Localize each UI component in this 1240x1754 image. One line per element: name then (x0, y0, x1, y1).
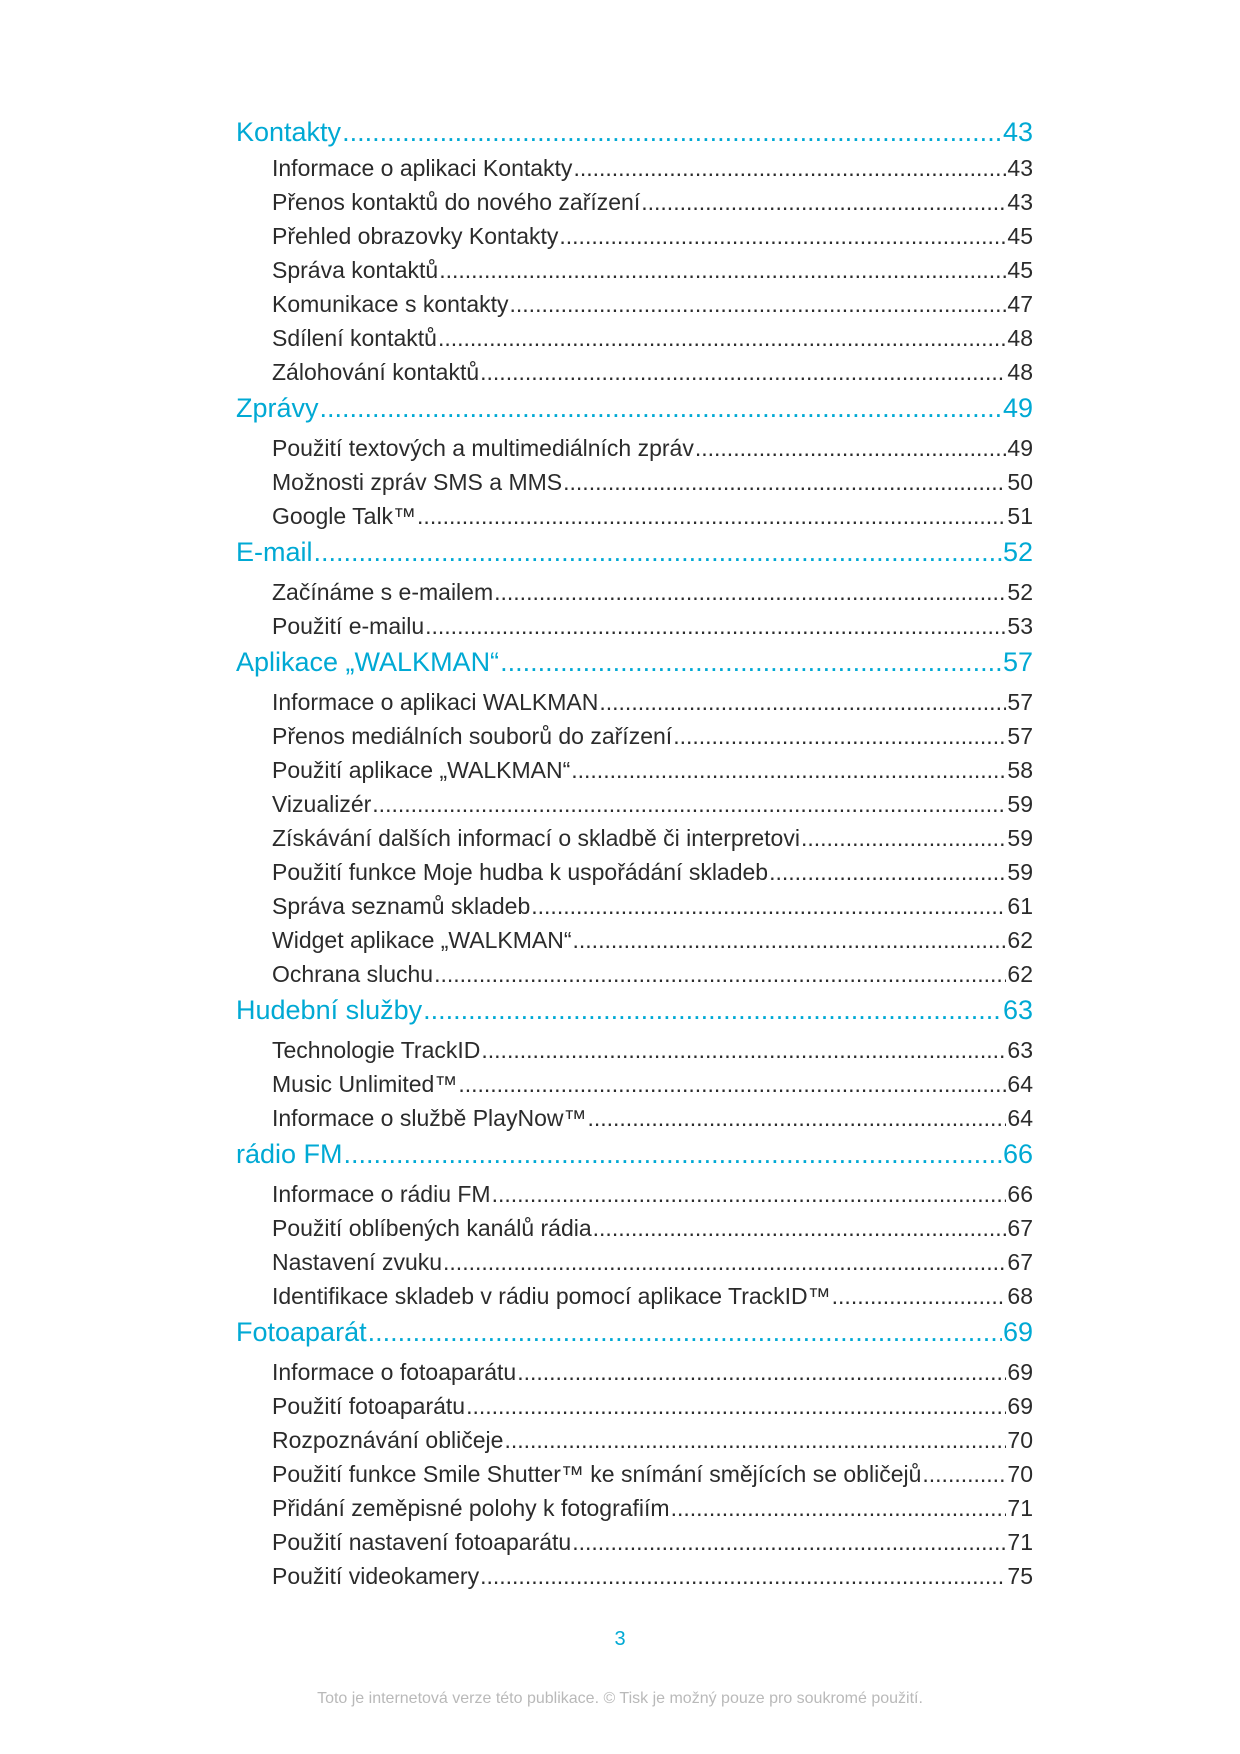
toc-entry-title: Správa seznamů skladeb (272, 893, 531, 919)
toc-entry-page: 70 (1007, 1427, 1033, 1453)
toc-chapter-title: Aplikace „WALKMAN“ (236, 647, 500, 677)
toc-section (236, 113, 1033, 389)
toc-entry-title: Použití textových a multimediálních zpráv (272, 435, 694, 461)
toc-entry-link[interactable] (236, 287, 1033, 321)
toc-entry-page: 67 (1007, 1215, 1033, 1241)
toc-entry-page: 57 (1007, 689, 1033, 715)
toc-entry-link[interactable] (236, 1033, 1033, 1067)
toc-leader-dots (572, 1525, 1006, 1559)
toc-leader-dots (492, 1177, 1007, 1211)
toc-entry-link[interactable] (236, 1423, 1033, 1457)
toc-leader-dots (438, 321, 1006, 355)
toc-section (236, 643, 1033, 991)
toc-leader-dots (563, 465, 1006, 499)
toc-entry-title: Použití funkce Smile Shutter™ ke snímání smějících se obličejů (272, 1461, 922, 1487)
toc-entry-link[interactable] (236, 499, 1033, 533)
toc-section (236, 533, 1033, 643)
toc-entry-title: Přidání zeměpisné polohy k fotografiím (272, 1495, 670, 1521)
toc-entry-page: 43 (1007, 189, 1033, 215)
toc-section (236, 389, 1033, 533)
toc-entry-link[interactable] (236, 1559, 1033, 1593)
toc-chapter-title: Hudební služby (236, 995, 423, 1025)
toc-chapter-page: 43 (1002, 117, 1033, 147)
toc-entry-title: Informace o službě PlayNow™ (272, 1105, 587, 1131)
toc-entry-title: Informace o aplikaci Kontakty (272, 155, 573, 181)
toc-chapter-title: Fotoaparát (236, 1317, 367, 1347)
toc-entry-title: Widget aplikace „WALKMAN“ (272, 927, 572, 953)
toc-leader-dots (531, 889, 1006, 923)
toc-leader-dots (342, 113, 1002, 151)
toc-entry-title: Možnosti zpráv SMS a MMS (272, 469, 563, 495)
toc-chapter-link[interactable] (236, 1135, 1033, 1177)
toc-section (236, 991, 1033, 1135)
toc-entry-link[interactable] (236, 1101, 1033, 1135)
toc-entry-title: Technologie TrackID (272, 1037, 481, 1063)
toc-leader-dots (481, 1033, 1006, 1067)
toc-entry-page: 75 (1007, 1563, 1033, 1589)
toc-entry-page: 66 (1007, 1181, 1033, 1207)
toc-entry-title: Získávání dalších informací o skladbě či interpretovi (272, 825, 800, 851)
toc-entry-page: 53 (1007, 613, 1033, 639)
toc-entry-title: Použití nastavení fotoaparátu (272, 1529, 572, 1555)
toc-entry-link[interactable] (236, 253, 1033, 287)
table-of-contents (236, 113, 1033, 1593)
toc-entry-page: 47 (1007, 291, 1033, 317)
toc-leader-dots (494, 575, 1006, 609)
toc-leader-dots (344, 1135, 1002, 1173)
toc-entry-title: Použití oblíbených kanálů rádia (272, 1215, 592, 1241)
toc-entry-title: Použití funkce Moje hudba k uspořádání skladeb (272, 859, 769, 885)
toc-leader-dots (368, 1313, 1002, 1351)
toc-entry-page: 45 (1007, 223, 1033, 249)
toc-chapter-link[interactable] (236, 533, 1033, 575)
toc-chapter-link[interactable] (236, 389, 1033, 431)
toc-entry-page: 57 (1007, 723, 1033, 749)
toc-chapter-title: E-mail (236, 537, 313, 567)
toc-entry-link[interactable] (236, 219, 1033, 253)
toc-leader-dots (458, 1067, 1006, 1101)
toc-leader-dots (417, 499, 1006, 533)
toc-entry-link[interactable] (236, 1457, 1033, 1491)
toc-leader-dots (673, 719, 1006, 753)
toc-entry-link[interactable] (236, 753, 1033, 787)
toc-entry-page: 71 (1007, 1495, 1033, 1521)
toc-leader-dots (480, 355, 1006, 389)
toc-leader-dots (769, 855, 1006, 889)
toc-entry-link[interactable] (236, 685, 1033, 719)
footer-note: Toto je internetová verze této publikace. © Tisk je možný pouze pro soukromé použití. (317, 1690, 923, 1707)
toc-entry-title: Rozpoznávání obličeje (272, 1427, 504, 1453)
toc-leader-dots (599, 685, 1006, 719)
toc-entry-page: 49 (1007, 435, 1033, 461)
toc-section (236, 1135, 1033, 1313)
toc-entry-page: 52 (1007, 579, 1033, 605)
toc-chapter-page: 69 (1002, 1317, 1033, 1347)
toc-entry-link[interactable] (236, 1279, 1033, 1313)
toc-entry-title: Komunikace s kontakty (272, 291, 509, 317)
toc-leader-dots (510, 287, 1007, 321)
toc-entry-page: 68 (1007, 1283, 1033, 1309)
toc-leader-dots (443, 1245, 1006, 1279)
toc-leader-dots (801, 821, 1006, 855)
toc-entry-link[interactable] (236, 923, 1033, 957)
toc-leader-dots (641, 185, 1006, 219)
toc-entry-title: Informace o fotoaparátu (272, 1359, 517, 1385)
toc-entry-page: 45 (1007, 257, 1033, 283)
toc-chapter-page: 52 (1002, 537, 1033, 567)
toc-entry-page: 69 (1007, 1393, 1033, 1419)
toc-entry-link[interactable] (236, 1067, 1033, 1101)
toc-leader-dots (695, 431, 1007, 465)
toc-entry-page: 51 (1007, 503, 1033, 529)
toc-chapter-link[interactable] (236, 643, 1033, 685)
toc-leader-dots (573, 151, 1006, 185)
toc-leader-dots (500, 643, 1002, 681)
toc-leader-dots (559, 219, 1006, 253)
toc-entry-page: 58 (1007, 757, 1033, 783)
toc-entry-page: 61 (1007, 893, 1033, 919)
toc-leader-dots (922, 1457, 1006, 1491)
toc-leader-dots (573, 923, 1007, 957)
toc-chapter-page: 63 (1002, 995, 1033, 1025)
toc-entry-title: Použití aplikace „WALKMAN“ (272, 757, 571, 783)
toc-leader-dots (466, 1389, 1006, 1423)
toc-entry-link[interactable] (236, 431, 1033, 465)
toc-entry-title: Informace o rádiu FM (272, 1181, 491, 1207)
toc-entry-link[interactable] (236, 1491, 1033, 1525)
toc-leader-dots (517, 1355, 1006, 1389)
toc-section (236, 1313, 1033, 1593)
toc-entry-title: Přenos kontaktů do nového zařízení (272, 189, 641, 215)
toc-entry-page: 59 (1007, 825, 1033, 851)
toc-entry-page: 62 (1007, 961, 1033, 987)
toc-leader-dots (439, 253, 1006, 287)
toc-entry-title: Sdílení kontaktů (272, 325, 437, 351)
toc-entry-link[interactable] (236, 355, 1033, 389)
toc-leader-dots (314, 533, 1002, 571)
toc-leader-dots (504, 1423, 1006, 1457)
toc-entry-title: Přehled obrazovky Kontakty (272, 223, 559, 249)
toc-entry-page: 70 (1007, 1461, 1033, 1487)
toc-entry-title: Google Talk™ (272, 503, 417, 529)
toc-chapter-title: rádio FM (236, 1139, 343, 1169)
toc-entry-title: Začínáme s e-mailem (272, 579, 494, 605)
toc-entry-page: 48 (1007, 359, 1033, 385)
toc-chapter-link[interactable] (236, 113, 1033, 151)
toc-entry-page: 71 (1007, 1529, 1033, 1555)
toc-entry-link[interactable] (236, 465, 1033, 499)
toc-entry-page: 64 (1007, 1105, 1033, 1131)
toc-entry-title: Ochrana sluchu (272, 961, 434, 987)
page-number: 3 (614, 1628, 626, 1650)
toc-leader-dots (571, 753, 1006, 787)
toc-entry-title: Informace o aplikaci WALKMAN (272, 689, 599, 715)
toc-entry-title: Zálohování kontaktů (272, 359, 480, 385)
toc-entry-link[interactable] (236, 855, 1033, 889)
toc-leader-dots (320, 389, 1002, 427)
toc-entry-title: Použití fotoaparátu (272, 1393, 466, 1419)
toc-entry-title: Identifikace skladeb v rádiu pomocí aplikace TrackID™ (272, 1283, 831, 1309)
toc-entry-page: 59 (1007, 859, 1033, 885)
toc-chapter-page: 57 (1002, 647, 1033, 677)
toc-entry-link[interactable] (236, 1211, 1033, 1245)
toc-chapter-link[interactable] (236, 991, 1033, 1033)
toc-entry-page: 62 (1007, 927, 1033, 953)
toc-entry-link[interactable] (236, 609, 1033, 643)
toc-entry-page: 69 (1007, 1359, 1033, 1385)
toc-entry-link[interactable] (236, 1355, 1033, 1389)
toc-chapter-title: Kontakty (236, 117, 342, 147)
toc-entry-link[interactable] (236, 321, 1033, 355)
toc-chapter-page: 49 (1002, 393, 1033, 423)
toc-entry-page: 59 (1007, 791, 1033, 817)
toc-entry-page: 50 (1007, 469, 1033, 495)
toc-entry-page: 64 (1007, 1071, 1033, 1097)
toc-chapter-title: Zprávy (236, 393, 319, 423)
toc-entry-link[interactable] (236, 575, 1033, 609)
toc-entry-page: 67 (1007, 1249, 1033, 1275)
toc-leader-dots (832, 1279, 1007, 1313)
toc-entry-link[interactable] (236, 151, 1033, 185)
toc-entry-title: Music Unlimited™ (272, 1071, 458, 1097)
toc-entry-link[interactable] (236, 185, 1033, 219)
toc-entry-link[interactable] (236, 1525, 1033, 1559)
toc-entry-title: Přenos mediálních souborů do zařízení (272, 723, 673, 749)
toc-chapter-link[interactable] (236, 1313, 1033, 1355)
toc-entry-page: 43 (1007, 155, 1033, 181)
toc-leader-dots (480, 1559, 1006, 1593)
toc-leader-dots (587, 1101, 1006, 1135)
toc-entry-link[interactable] (236, 1177, 1033, 1211)
toc-leader-dots (671, 1491, 1007, 1525)
toc-entry-link[interactable] (236, 1389, 1033, 1423)
toc-entry-link[interactable] (236, 787, 1033, 821)
toc-entry-link[interactable] (236, 821, 1033, 855)
toc-entry-title: Vizualizér (272, 791, 372, 817)
toc-entry-link[interactable] (236, 1245, 1033, 1279)
toc-entry-title: Správa kontaktů (272, 257, 439, 283)
toc-entry-title: Použití e-mailu (272, 613, 425, 639)
toc-leader-dots (593, 1211, 1007, 1245)
toc-leader-dots (372, 787, 1006, 821)
toc-entry-page: 48 (1007, 325, 1033, 351)
toc-entry-link[interactable] (236, 719, 1033, 753)
toc-entry-title: Nastavení zvuku (272, 1249, 443, 1275)
toc-entry-link[interactable] (236, 889, 1033, 923)
toc-leader-dots (425, 609, 1006, 643)
toc-entry-link[interactable] (236, 957, 1033, 991)
toc-entry-page: 63 (1007, 1037, 1033, 1063)
toc-leader-dots (434, 957, 1006, 991)
toc-entry-title: Použití videokamery (272, 1563, 480, 1589)
toc-chapter-page: 66 (1002, 1139, 1033, 1169)
toc-leader-dots (423, 991, 1002, 1029)
